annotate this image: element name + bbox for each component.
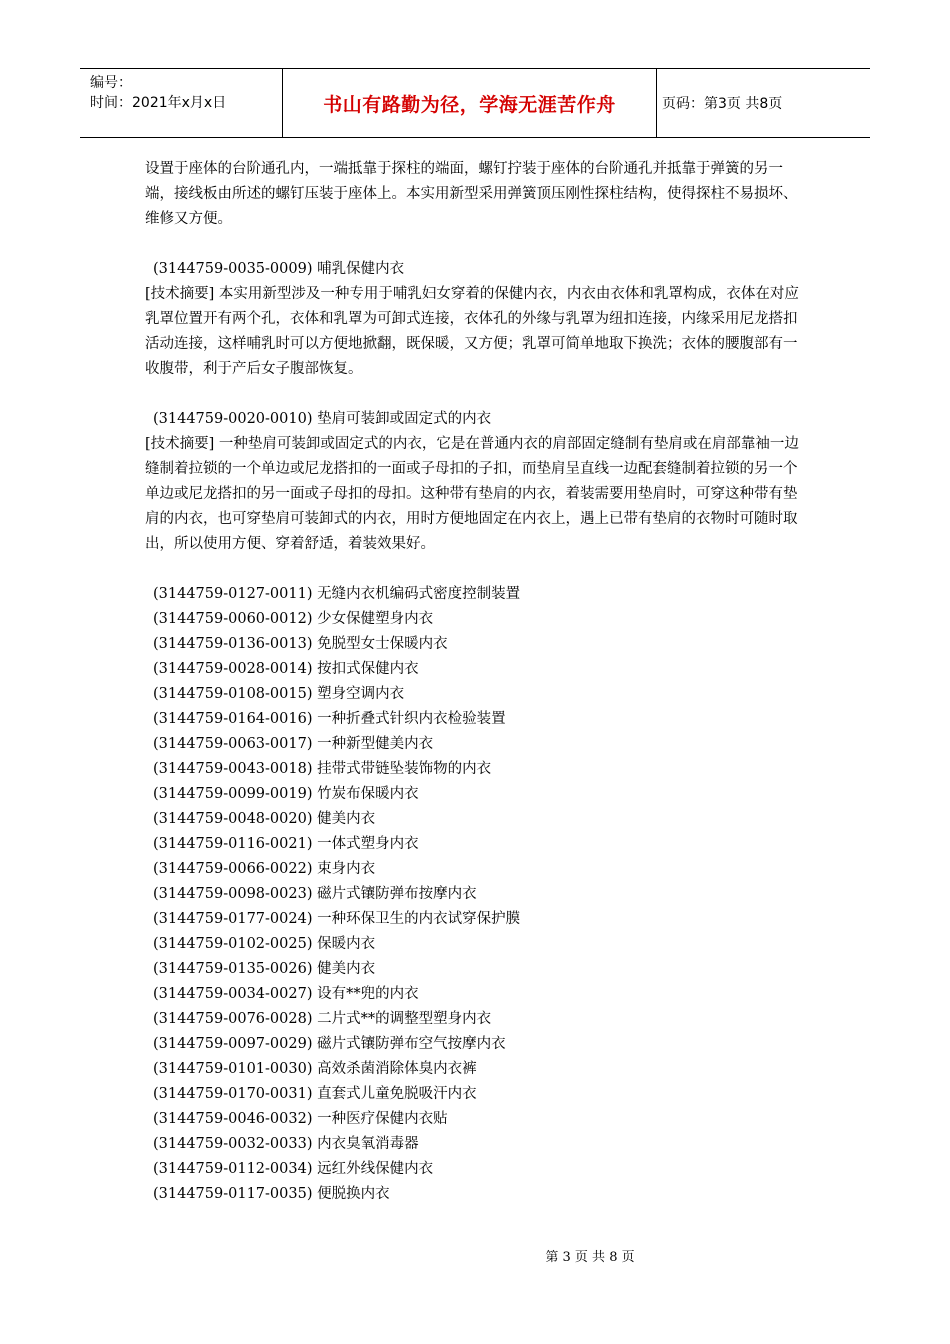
list-item: (3144759-0060-0012) 少女保健塑身内衣: [153, 611, 434, 627]
list-item: (3144759-0164-0016) 一种折叠式针织内衣检验装置: [153, 711, 506, 727]
list-item: (3144759-0116-0021) 一体式塑身内衣: [153, 836, 419, 852]
list-item: (3144759-0170-0031) 直套式儿童免脱吸汗内衣: [153, 1086, 477, 1102]
list-item: (3144759-0097-0029) 磁片式镶防弹布空气按摩内衣: [153, 1036, 506, 1052]
list-item: (3144759-0048-0020) 健美内衣: [153, 811, 376, 827]
entry-title: (3144759-0020-0010) 垫肩可装卸或固定式的内衣: [153, 411, 492, 427]
header-motto-cell: [282, 69, 657, 137]
patent-list: [145, 582, 810, 1207]
page-footer: [0, 1246, 950, 1265]
number-label: 编号：: [90, 75, 132, 91]
list-item: (3144759-0099-0019) 竹炭布保暖内衣: [153, 786, 419, 802]
entry-title: (3144759-0035-0009) 哺乳保健内衣: [153, 261, 405, 277]
list-item: (3144759-0046-0032) 一种医疗保健内衣贴: [153, 1111, 448, 1127]
footer-page-number: 第 3 页 共 8 页: [545, 1250, 635, 1265]
list-item: (3144759-0177-0024) 一种环保卫生的内衣试穿保护膜: [153, 911, 521, 927]
list-item: (3144759-0102-0025) 保暖内衣: [153, 936, 376, 952]
list-item: (3144759-0063-0017) 一种新型健美内衣: [153, 736, 434, 752]
intro-paragraph: 设置于座体的台阶通孔内，一端抵靠于探柱的端面，螺钉拧装于座体的台阶通孔并抵靠于弹簧的另一端，接线板由所述的螺钉压装于座体上。本实用新型采用弹簧顶压刚性探柱结构，使得探柱不易损坏、维修又方便。: [145, 161, 798, 227]
list-item: (3144759-0066-0022) 束身内衣: [153, 861, 376, 877]
spacer: [145, 382, 810, 407]
list-item: (3144759-0135-0026) 健美内衣: [153, 961, 376, 977]
page-header: [80, 68, 870, 138]
list-item: (3144759-0108-0015) 塑身空调内衣: [153, 686, 405, 702]
time-label: 时间：2021年x月x日: [90, 95, 227, 111]
list-item: (3144759-0136-0013) 免脱型女士保暖内衣: [153, 636, 448, 652]
list-item: (3144759-0101-0030) 高效杀菌消除体臭内衣裤: [153, 1061, 477, 1077]
page-info: 页码：第3页 共8页: [662, 96, 783, 112]
entry-abstract: [技术摘要] 一种垫肩可装卸或固定式的内衣，它是在普通内衣的肩部固定缝制有垫肩或在肩部靠袖一边缝制着拉锁的一个单边或尼龙搭扣的一面或子母扣的子扣，而垫肩呈直线一边配套缝制着拉锁的另一个单边或尼龙搭扣的另一面或子母扣的母扣。这种带有垫肩的内衣，着装需要用垫肩时，可穿这种带有垫肩的内衣，也可穿垫肩可装卸式的内衣，用时方便地固定在内衣上，遇上已带有垫肩的衣物时可随时取出，所以使用方便、穿着舒适，着装效果好。: [145, 436, 799, 552]
header-meta: [80, 69, 282, 137]
spacer: [145, 557, 810, 582]
spacer: [145, 232, 810, 257]
list-item: (3144759-0098-0023) 磁片式镶防弹布按摩内衣: [153, 886, 477, 902]
list-item: (3144759-0076-0028) 二片式**的调整型塑身内衣: [153, 1011, 492, 1027]
entry-abstract: [技术摘要] 本实用新型涉及一种专用于哺乳妇女穿着的保健内衣，内衣由衣体和乳罩构成，衣体在对应乳罩位置开有两个孔，衣体和乳罩为可卸式连接，衣体孔的外缘与乳罩为纽扣连接，内缘采用尼龙搭扣活动连接，这样哺乳时可以方便地掀翻，既保暖，又方便；乳罩可简单地取下换洗；衣体的腰腹部有一收腹带，利于产后女子腹部恢复。: [145, 286, 799, 377]
list-item: (3144759-0034-0027) 设有**兜的内衣: [153, 986, 419, 1002]
list-item: (3144759-0032-0033) 内衣臭氧消毒器: [153, 1136, 419, 1152]
list-item: (3144759-0028-0014) 按扣式保健内衣: [153, 661, 419, 677]
document-body: [145, 157, 810, 1207]
list-item: (3144759-0112-0034) 远红外线保健内衣: [153, 1161, 434, 1177]
list-item: (3144759-0043-0018) 挂带式带链坠装饰物的内衣: [153, 761, 492, 777]
list-item: (3144759-0117-0035) 便脱换内衣: [153, 1186, 390, 1202]
header-page-info: [657, 69, 870, 137]
list-item: (3144759-0127-0011) 无缝内衣机编码式密度控制装置: [153, 586, 521, 602]
motto: 书山有路勤为径，学海无涯苦作舟: [323, 93, 616, 116]
